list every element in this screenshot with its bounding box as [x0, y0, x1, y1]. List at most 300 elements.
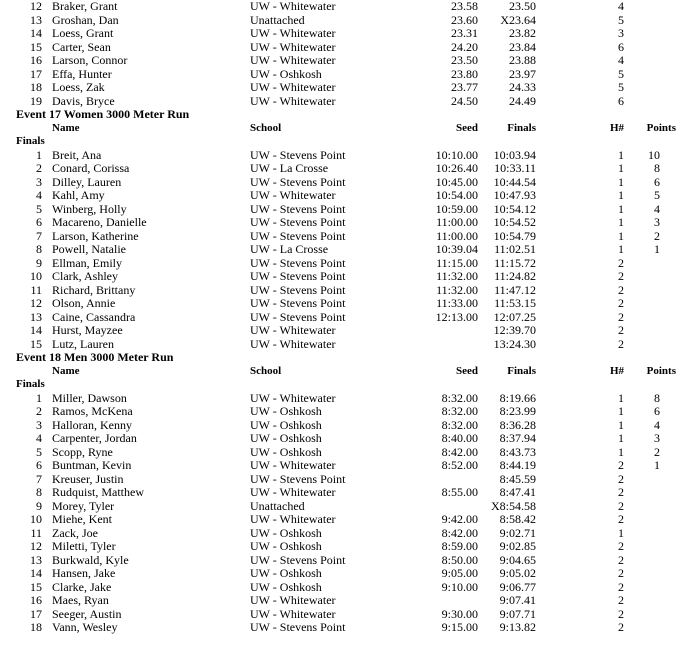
school: UW - Stevens Point [250, 620, 346, 634]
place: 7 [36, 471, 42, 486]
school: UW - Oshkosh [250, 404, 322, 418]
final-time: 9:04.65 [499, 552, 536, 567]
result-row [0, 230, 683, 244]
school: UW - Stevens Point [250, 471, 346, 486]
school: UW - Whitewater [250, 39, 336, 54]
points: 4 [654, 201, 660, 216]
heat-number: 2 [618, 471, 624, 486]
school: UW - La Crosse [250, 161, 329, 175]
result-row [0, 513, 683, 527]
heat-number: 1 [618, 188, 624, 202]
points: 6 [654, 174, 660, 189]
school: UW - Oshkosh [250, 566, 322, 580]
athlete-name: Ramos, McKena [52, 404, 133, 418]
result-row [0, 54, 683, 68]
points: 3 [654, 431, 660, 445]
heat-number: 1 [618, 174, 624, 189]
result-row [0, 68, 683, 82]
seed-time: 10:59.00 [435, 201, 478, 216]
place: 13 [30, 552, 42, 567]
final-time: 23.84 [509, 39, 536, 54]
heat-number: 4 [618, 0, 624, 13]
school: UW - Stevens Point [250, 147, 346, 162]
result-row [0, 270, 683, 284]
school: UW - Stevens Point [250, 201, 346, 216]
school: UW - Stevens Point [250, 174, 346, 189]
school: UW - Whitewater [250, 0, 336, 13]
place: 8 [36, 485, 42, 499]
results-table [0, 392, 683, 635]
heat-number: 2 [618, 255, 624, 270]
result-row [0, 621, 683, 635]
final-time: 9:02.85 [499, 539, 536, 553]
place: 2 [36, 161, 42, 175]
result-row [0, 95, 683, 109]
school: UW - Whitewater [250, 485, 336, 499]
place: 4 [36, 188, 42, 202]
seed-time: 24.50 [451, 93, 478, 108]
header-finals: Finals [507, 121, 536, 134]
header-heat: H# [609, 121, 624, 134]
heat-number: 2 [618, 269, 624, 283]
final-time: 9:02.71 [499, 525, 536, 540]
athlete-name: Clark, Ashley [52, 269, 118, 283]
place: 3 [36, 417, 42, 432]
header-points: Points [646, 121, 676, 134]
result-row [0, 297, 683, 311]
athlete-name: Macareno, Danielle [52, 215, 147, 229]
results-table [0, 149, 683, 352]
final-time: X8:54.58 [491, 498, 536, 513]
seed-time: 9:42.00 [441, 512, 478, 526]
heat-number: 1 [618, 215, 624, 229]
athlete-name: Braker, Grant [52, 0, 118, 13]
athlete-name: Miller, Dawson [52, 390, 127, 405]
heat-number: 1 [618, 390, 624, 405]
final-time: 9:07.41 [499, 593, 536, 607]
event-list [0, 108, 683, 635]
place: 10 [30, 512, 42, 526]
athlete-name: Hurst, Mayzee [52, 323, 123, 337]
seed-time: 23.77 [451, 80, 478, 94]
event-title: Event 17 Women 3000 Meter Run [16, 107, 190, 121]
header-points: Points [646, 364, 676, 377]
final-time: 10:44.54 [493, 174, 536, 189]
seed-time: 10:45.00 [435, 174, 478, 189]
heat-number: 2 [618, 566, 624, 580]
points: 5 [654, 188, 660, 202]
athlete-name: Halloran, Kenny [52, 417, 132, 432]
result-row [0, 27, 683, 41]
result-row [0, 432, 683, 446]
athlete-name: Powell, Natalie [52, 242, 126, 256]
heat-number: 2 [618, 512, 624, 526]
place: 14 [30, 323, 42, 337]
points: 2 [654, 228, 660, 243]
final-time: 10:54.79 [493, 228, 536, 243]
place: 3 [36, 174, 42, 189]
heat-number: 2 [618, 309, 624, 324]
result-row [0, 257, 683, 271]
header-school: School [250, 121, 282, 134]
seed-time: 10:10.00 [435, 147, 478, 162]
heat-number: 1 [618, 161, 624, 175]
school: UW - Stevens Point [250, 228, 346, 243]
place: 1 [36, 147, 42, 162]
school: UW - Stevens Point [250, 309, 346, 324]
heat-number: 1 [618, 228, 624, 243]
school: UW - Stevens Point [250, 552, 346, 567]
result-row [0, 392, 683, 406]
final-time: 8:43.73 [499, 444, 536, 459]
school: UW - Stevens Point [250, 282, 346, 297]
final-time: 8:23.99 [499, 404, 536, 418]
athlete-name: Larson, Connor [52, 53, 128, 67]
seed-time: 9:10.00 [441, 579, 478, 594]
heat-number: 2 [618, 282, 624, 297]
result-row [0, 243, 683, 257]
points: 1 [654, 458, 660, 472]
seed-time: 9:30.00 [441, 606, 478, 621]
result-row [0, 567, 683, 581]
athlete-name: Winberg, Holly [52, 201, 127, 216]
athlete-name: Breit, Ana [52, 147, 102, 162]
seed-time: 11:15.00 [436, 255, 478, 270]
heat-number: 5 [618, 80, 624, 94]
athlete-name: Loess, Grant [52, 26, 114, 40]
result-row [0, 608, 683, 622]
event-section [0, 108, 683, 351]
school: UW - Whitewater [250, 390, 336, 405]
school: UW - Stevens Point [250, 255, 346, 270]
place: 18 [30, 620, 42, 634]
final-time: 11:02.51 [494, 242, 536, 256]
place: 4 [36, 431, 42, 445]
seed-time: 11:32.00 [436, 269, 478, 283]
athlete-name: Lutz, Lauren [52, 336, 114, 351]
athlete-name: Seeger, Austin [52, 606, 122, 621]
school: UW - Oshkosh [250, 579, 322, 594]
athlete-name: Buntman, Kevin [52, 458, 132, 472]
heat-number: 5 [618, 12, 624, 27]
header-school: School [250, 364, 282, 377]
final-time: 11:47.12 [494, 282, 536, 297]
result-row [0, 203, 683, 217]
round-label: Finals [16, 135, 45, 147]
school: UW - Whitewater [250, 512, 336, 526]
final-time: 23.88 [509, 53, 536, 67]
place: 14 [30, 26, 42, 40]
final-time: 11:24.82 [494, 269, 536, 283]
points: 8 [654, 161, 660, 175]
heat-number: 2 [618, 323, 624, 337]
points: 2 [654, 444, 660, 459]
final-time: 23.82 [509, 26, 536, 40]
heat-number: 1 [618, 417, 624, 432]
seed-time: 8:42.00 [441, 444, 478, 459]
place: 5 [36, 201, 42, 216]
place: 15 [30, 336, 42, 351]
athlete-name: Olson, Annie [52, 296, 116, 310]
final-time: 12:39.70 [493, 323, 536, 337]
header-finals: Finals [507, 364, 536, 377]
heat-number: 2 [618, 606, 624, 621]
result-row [0, 338, 683, 352]
result-row [0, 419, 683, 433]
place: 14 [30, 566, 42, 580]
place: 15 [30, 579, 42, 594]
place: 12 [30, 0, 42, 13]
place: 10 [30, 269, 42, 283]
final-time: 24.49 [509, 93, 536, 108]
place: 19 [30, 93, 42, 108]
final-time: 23.97 [509, 66, 536, 81]
heat-number: 2 [618, 539, 624, 553]
seed-time: 9:05.00 [441, 566, 478, 580]
school: UW - Oshkosh [250, 431, 322, 445]
school: UW - Stevens Point [250, 215, 346, 229]
school: UW - Whitewater [250, 188, 336, 202]
place: 6 [36, 458, 42, 472]
final-time: 10:33.11 [494, 161, 536, 175]
place: 12 [30, 539, 42, 553]
athlete-name: Conard, Corissa [52, 161, 130, 175]
result-row [0, 284, 683, 298]
seed-time: 8:40.00 [441, 431, 478, 445]
final-time: 8:36.28 [499, 417, 536, 432]
athlete-name: Carter, Sean [52, 39, 111, 54]
school: UW - Whitewater [250, 93, 336, 108]
result-row [0, 527, 683, 541]
heat-number: 1 [618, 431, 624, 445]
result-row [0, 500, 683, 514]
column-headers [0, 365, 683, 379]
school: Unattached [250, 12, 305, 27]
heat-number: 2 [618, 593, 624, 607]
result-row [0, 176, 683, 190]
athlete-name: Kreuser, Justin [52, 471, 124, 486]
final-time: 9:05.02 [499, 566, 536, 580]
athlete-name: Morey, Tyler [52, 498, 115, 513]
school: UW - Stevens Point [250, 269, 346, 283]
final-time: 8:44.19 [499, 458, 536, 472]
athlete-name: Vann, Wesley [52, 620, 118, 634]
round-label: Finals [16, 378, 45, 390]
seed-time: 8:42.00 [441, 525, 478, 540]
athlete-name: Groshan, Dan [52, 12, 119, 27]
final-time: 8:37.94 [499, 431, 536, 445]
result-row [0, 473, 683, 487]
school: UW - Oshkosh [250, 539, 322, 553]
seed-time: 24.20 [451, 39, 478, 54]
heat-number: 1 [618, 525, 624, 540]
result-row [0, 540, 683, 554]
seed-time: 8:50.00 [441, 552, 478, 567]
seed-time: 11:00.00 [436, 228, 478, 243]
result-row [0, 594, 683, 608]
school: UW - Whitewater [250, 458, 336, 472]
header-seed: Seed [456, 121, 478, 134]
place: 11 [30, 525, 42, 540]
result-row [0, 162, 683, 176]
place: 12 [30, 296, 42, 310]
final-time: 23.50 [509, 0, 536, 13]
seed-time: 10:39.04 [435, 242, 478, 256]
result-row [0, 486, 683, 500]
final-time: 10:03.94 [493, 147, 536, 162]
heat-number: 6 [618, 39, 624, 54]
place: 1 [36, 390, 42, 405]
heat-number: 2 [618, 485, 624, 499]
seed-time: 8:32.00 [441, 404, 478, 418]
header-name: Name [52, 121, 80, 134]
athlete-name: Loess, Zak [52, 80, 105, 94]
seed-time: 10:54.00 [435, 188, 478, 202]
heat-number: 2 [618, 579, 624, 594]
seed-time: 8:59.00 [441, 539, 478, 553]
athlete-name: Ellman, Emily [52, 255, 122, 270]
final-time: 10:47.93 [493, 188, 536, 202]
school: Unattached [250, 498, 305, 513]
result-row [0, 189, 683, 203]
place: 9 [36, 255, 42, 270]
heat-number: 1 [618, 201, 624, 216]
final-time: 8:45.59 [499, 471, 536, 486]
final-time: 13:24.30 [493, 336, 536, 351]
final-time: 11:53.15 [494, 296, 536, 310]
final-time: 24.33 [509, 80, 536, 94]
final-time: 10:54.52 [493, 215, 536, 229]
result-row [0, 446, 683, 460]
athlete-name: Kahl, Amy [52, 188, 105, 202]
result-row [0, 81, 683, 95]
school: UW - Oshkosh [250, 525, 322, 540]
athlete-name: Dilley, Lauren [52, 174, 122, 189]
result-row [0, 554, 683, 568]
final-time: 8:19.66 [499, 390, 536, 405]
heat-number: 6 [618, 93, 624, 108]
seed-time: 8:52.00 [441, 458, 478, 472]
header-heat: H# [609, 364, 624, 377]
final-time: 8:47.41 [499, 485, 536, 499]
school: UW - Oshkosh [250, 444, 322, 459]
points: 10 [648, 147, 660, 162]
result-row [0, 149, 683, 163]
previous-event-continuation [0, 0, 683, 108]
seed-time: 11:32.00 [436, 282, 478, 297]
heat-number: 1 [618, 147, 624, 162]
athlete-name: Burkwald, Kyle [52, 552, 129, 567]
place: 16 [30, 53, 42, 67]
school: UW - Whitewater [250, 606, 336, 621]
place: 13 [30, 12, 42, 27]
result-row [0, 0, 683, 14]
place: 16 [30, 593, 42, 607]
heat-number: 2 [618, 296, 624, 310]
seed-time: 23.60 [451, 12, 478, 27]
school: UW - Oshkosh [250, 66, 322, 81]
final-time: 9:13.82 [499, 620, 536, 634]
athlete-name: Caine, Cassandra [52, 309, 136, 324]
result-row [0, 216, 683, 230]
place: 6 [36, 215, 42, 229]
heat-number: 2 [618, 458, 624, 472]
school: UW - Stevens Point [250, 296, 346, 310]
heat-number: 2 [618, 498, 624, 513]
heat-number: 1 [618, 404, 624, 418]
result-row [0, 41, 683, 55]
result-row [0, 459, 683, 473]
athlete-name: Effa, Hunter [52, 66, 112, 81]
athlete-name: Clarke, Jake [52, 579, 112, 594]
place: 18 [30, 80, 42, 94]
place: 17 [30, 606, 42, 621]
place: 13 [30, 309, 42, 324]
event-section [0, 351, 683, 635]
seed-time: 8:32.00 [441, 417, 478, 432]
school: UW - La Crosse [250, 242, 329, 256]
school: UW - Whitewater [250, 336, 336, 351]
heat-number: 4 [618, 53, 624, 67]
athlete-name: Zack, Joe [52, 525, 98, 540]
seed-time: 23.58 [451, 0, 478, 13]
athlete-name: Carpenter, Jordan [52, 431, 137, 445]
place: 8 [36, 242, 42, 256]
points: 6 [654, 404, 660, 418]
column-headers [0, 122, 683, 136]
final-time: 9:06.77 [499, 579, 536, 594]
athlete-name: Miehe, Kent [52, 512, 112, 526]
seed-time: 23.31 [451, 26, 478, 40]
school: UW - Whitewater [250, 53, 336, 67]
heat-number: 1 [618, 242, 624, 256]
seed-time: 23.80 [451, 66, 478, 81]
seed-time: 9:15.00 [441, 620, 478, 634]
points: 4 [654, 417, 660, 432]
school: UW - Whitewater [250, 593, 336, 607]
result-row [0, 405, 683, 419]
final-time: X23.64 [500, 12, 536, 27]
athlete-name: Davis, Bryce [52, 93, 115, 108]
seed-time: 8:32.00 [441, 390, 478, 405]
heat-number: 2 [618, 552, 624, 567]
athlete-name: Maes, Ryan [52, 593, 109, 607]
place: 15 [30, 39, 42, 54]
athlete-name: Rudquist, Matthew [52, 485, 144, 499]
heat-number: 2 [618, 620, 624, 634]
seed-time: 11:00.00 [436, 215, 478, 229]
result-row [0, 311, 683, 325]
final-time: 12:07.25 [493, 309, 536, 324]
event-title: Event 18 Men 3000 Meter Run [16, 350, 174, 364]
school: UW - Whitewater [250, 323, 336, 337]
place: 9 [36, 498, 42, 513]
athlete-name: Miletti, Tyler [52, 539, 116, 553]
seed-time: 23.50 [451, 53, 478, 67]
seed-time: 10:26.40 [435, 161, 478, 175]
athlete-name: Scopp, Ryne [52, 444, 113, 459]
place: 2 [36, 404, 42, 418]
heat-number: 1 [618, 444, 624, 459]
result-row [0, 581, 683, 595]
heat-number: 5 [618, 66, 624, 81]
seed-time: 12:13.00 [435, 309, 478, 324]
heat-number: 2 [618, 336, 624, 351]
place: 11 [30, 282, 42, 297]
school: UW - Oshkosh [250, 417, 322, 432]
final-time: 11:15.72 [494, 255, 536, 270]
final-time: 10:54.12 [493, 201, 536, 216]
